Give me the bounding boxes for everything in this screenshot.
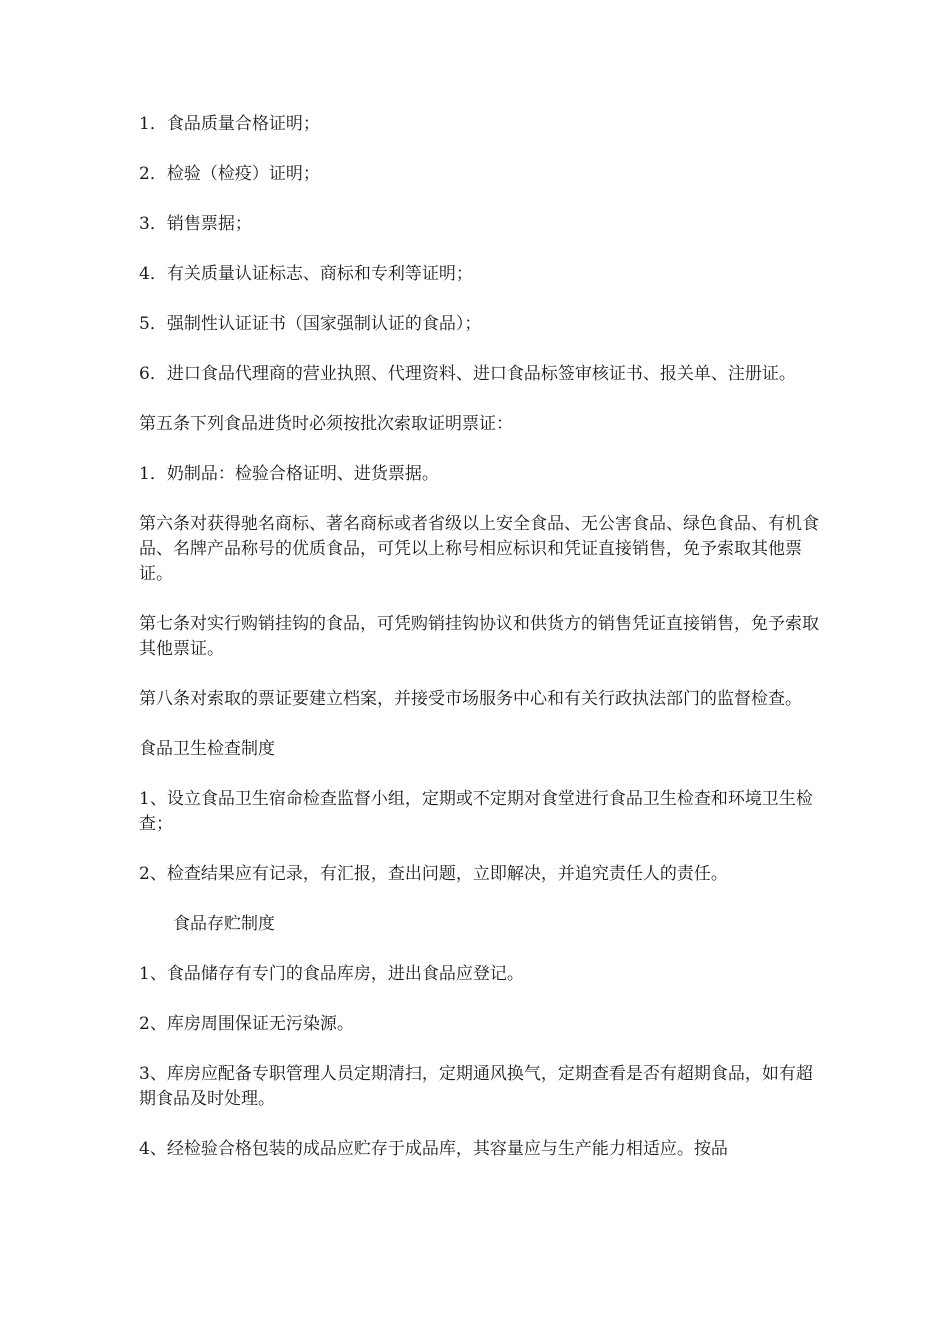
- list-item-certification-marks: 4．有关质量认证标志、商标和专利等证明；: [139, 264, 473, 284]
- list-item-quality-certificate: 1．食品质量合格证明；: [139, 114, 320, 134]
- list-item-dairy: 1．奶制品：检验合格证明、进货票据。: [139, 464, 439, 484]
- hygiene-item-1: 1、设立食品卫生宿命检查监督小组，定期或不定期对食堂进行食品卫生检查和环境卫生检查；: [139, 789, 813, 834]
- storage-item-1: 1、食品储存有专门的食品库房，进出食品应登记。: [139, 964, 524, 984]
- document-body: [139, 112, 819, 1187]
- hygiene-item-2: 2、检查结果应有记录，有汇报，查出问题，立即解决，并追究责任人的责任。: [139, 864, 728, 884]
- list-item-sales-receipt: 3．销售票据；: [139, 214, 252, 234]
- article-5: 第五条下列食品进货时必须按批次索取证明票证：: [139, 414, 513, 434]
- storage-item-3: 3、库房应配备专职管理人员定期清扫，定期通风换气，定期查看是否有超期食品，如有超期食品及时处理。: [139, 1064, 813, 1109]
- list-item-inspection-certificate: 2．检验（检疫）证明；: [139, 164, 320, 184]
- list-item-compulsory-certificate: 5．强制性认证证书（国家强制认证的食品）；: [139, 314, 482, 334]
- article-7: 第七条对实行购销挂钩的食品，可凭购销挂钩协议和供货方的销售凭证直接销售，免予索取其他票证。: [139, 614, 819, 659]
- article-8: 第八条对索取的票证要建立档案，并接受市场服务中心和有关行政执法部门的监督检查。: [139, 689, 802, 709]
- article-6: 第六条对获得驰名商标、著名商标或者省级以上安全食品、无公害食品、绿色食品、有机食品、名牌产品称号的优质食品，可凭以上称号相应标识和凭证直接销售，免予索取其他票证。: [139, 514, 819, 584]
- storage-item-4: 4、经检验合格包装的成品应贮存于成品库，其容量应与生产能力相适应。按品: [139, 1139, 728, 1159]
- storage-item-2: 2、库房周围保证无污染源。: [139, 1014, 354, 1034]
- section-heading-food-storage: 食品存贮制度: [173, 914, 275, 934]
- section-heading-hygiene-inspection: 食品卫生检查制度: [139, 739, 275, 759]
- list-item-import-documents: 6．进口食品代理商的营业执照、代理资料、进口食品标签审核证书、报关单、注册证。: [139, 364, 796, 384]
